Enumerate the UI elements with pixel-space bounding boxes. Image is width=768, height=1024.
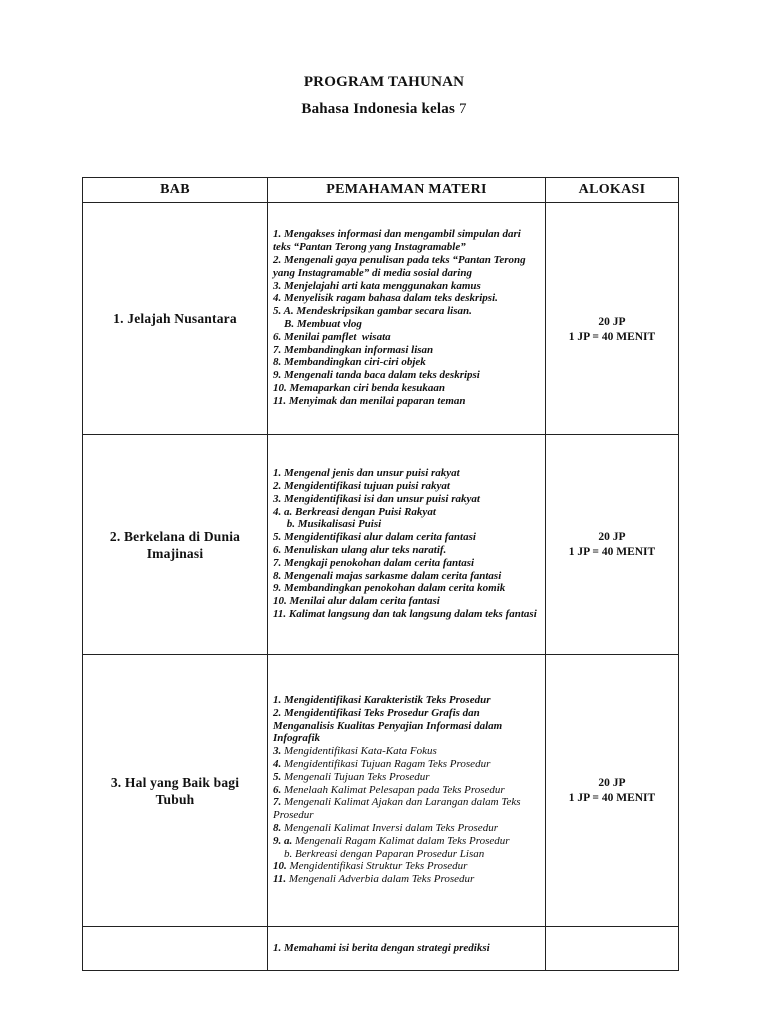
list-item: 9. Mengenali tanda baca dalam teks deskripsi bbox=[273, 369, 480, 382]
program-table bbox=[82, 177, 679, 971]
item-text: Mengenali Tujuan Teks Prosedur bbox=[281, 770, 430, 783]
list-item bbox=[273, 796, 541, 822]
list-item: 6. Menuliskan ulang alur teks naratif. bbox=[273, 544, 447, 556]
document-title: PROGRAM TAHUNAN bbox=[303, 74, 465, 90]
list-item: 2. Mengidentifikasi Teks Prosedur Grafis dan Menganalisis Kualitas Penyajian Informasi dalam Infografik bbox=[273, 706, 505, 745]
item-number: 3. bbox=[273, 745, 282, 758]
list-item: 7. Mengkaji penokohan dalam cerita fantasi bbox=[273, 556, 475, 569]
materi-cell bbox=[268, 655, 546, 927]
materi-list bbox=[273, 745, 541, 886]
list-item: 5. Mengidentifikasi alur dalam cerita fantasi bbox=[273, 531, 476, 544]
item-text: b. Berkreasi dengan Paparan Prosedur Lisan bbox=[273, 847, 485, 860]
list-item: 4. a. Berkreasi dengan Puisi Rakyat bbox=[273, 505, 436, 518]
list-item: 8. Membandingkan ciri-ciri objek bbox=[273, 356, 426, 369]
materi-cell bbox=[268, 435, 546, 655]
alokasi-menit: 1 JP = 40 MENIT bbox=[568, 791, 656, 804]
list-item: 10. Memaparkan ciri benda kesukaan bbox=[273, 381, 446, 394]
header-bab: BAB bbox=[83, 178, 268, 203]
list-item bbox=[273, 758, 541, 771]
list-item: 1. Mengakses informasi dan mengambil simpulan dari teks “Pantan Terong yang Instagramable” bbox=[273, 228, 524, 254]
document-subtitle bbox=[0, 101, 768, 118]
alokasi-jp: 20 JP bbox=[598, 776, 626, 789]
item-text: Mengenali Kalimat Inversi dalam Teks Prosedur bbox=[281, 821, 498, 834]
list-item: 11. Kalimat langsung dan tak langsung dalam teks fantasi bbox=[273, 607, 537, 620]
alokasi-jp: 20 JP bbox=[598, 530, 626, 543]
item-number: 4. bbox=[273, 758, 282, 770]
alokasi-cell bbox=[546, 927, 679, 971]
item-number: 9. a. bbox=[273, 834, 293, 847]
list-item: 4. Menyelisik ragam bahasa dalam teks deskripsi. bbox=[273, 292, 498, 305]
materi-list bbox=[273, 228, 541, 407]
item-number: 5. bbox=[273, 770, 282, 783]
list-item bbox=[273, 860, 541, 873]
list-item bbox=[273, 771, 541, 784]
alokasi-jp: 20 JP bbox=[598, 316, 626, 328]
list-item bbox=[273, 822, 541, 835]
alokasi-cell bbox=[546, 435, 679, 655]
list-item: 3. Mengidentifikasi isi dan unsur puisi rakyat bbox=[273, 492, 480, 505]
materi-list bbox=[273, 942, 541, 955]
table-header-row bbox=[83, 178, 679, 203]
bab-cell bbox=[83, 927, 268, 971]
list-item: 1. Mengidentifikasi Karakteristik Teks Prosedur bbox=[273, 694, 491, 707]
item-number: 7. bbox=[273, 796, 282, 809]
header-alokasi: ALOKASI bbox=[546, 178, 679, 203]
item-text: Mengidentifikasi Kata-Kata Fokus bbox=[281, 745, 437, 758]
item-text: Menelaah Kalimat Pelesapan pada Teks Prosedur bbox=[281, 783, 505, 796]
item-text: Mengenali Ragam Kalimat dalam Teks Prosedur bbox=[292, 834, 510, 847]
item-number: 10. bbox=[273, 860, 287, 873]
table-row bbox=[83, 655, 679, 927]
item-text: Mengidentifikasi Struktur Teks Prosedur bbox=[286, 860, 468, 873]
list-item: 2. Mengenali gaya penulisan pada teks “Pantan Terong yang Instagramable” di media sosial daring bbox=[273, 254, 529, 279]
alokasi-cell bbox=[546, 655, 679, 927]
header-pemahaman-materi: PEMAHAMAN MATERI bbox=[268, 178, 546, 203]
list-item: 1. Mengenal jenis dan unsur puisi rakyat bbox=[273, 467, 460, 480]
list-item: 2. Mengidentifikasi tujuan puisi rakyat bbox=[273, 480, 450, 493]
list-item: 8. Mengenali majas sarkasme dalam cerita fantasi bbox=[273, 569, 502, 582]
table-row bbox=[83, 203, 679, 435]
list-item bbox=[273, 835, 541, 848]
list-item: 6. Menilai pamflet wisata bbox=[273, 330, 391, 343]
alokasi-menit: 1 JP = 40 MENIT bbox=[568, 331, 656, 343]
item-number: 6. bbox=[273, 783, 282, 796]
list-item: 7. Membandingkan informasi lisan bbox=[273, 343, 434, 356]
list-item: b. Musikalisasi Puisi bbox=[273, 518, 382, 531]
list-item bbox=[273, 784, 541, 797]
subtitle-text: Bahasa Indonesia kelas bbox=[301, 101, 459, 117]
bab-cell: 2. Berkelana di Dunia Imajinasi bbox=[83, 435, 268, 655]
item-number: 11. bbox=[273, 873, 287, 886]
table-row bbox=[83, 435, 679, 655]
item-number: 8. bbox=[273, 821, 282, 834]
list-item bbox=[273, 848, 541, 861]
list-item: 5. A. Mendeskripsikan gambar secara lisan. bbox=[273, 305, 472, 318]
table-row bbox=[83, 927, 679, 971]
subtitle-grade: 7 bbox=[458, 101, 467, 117]
alokasi-menit: 1 JP = 40 MENIT bbox=[568, 545, 656, 558]
list-item: 1. Memahami isi berita dengan strategi prediksi bbox=[273, 941, 490, 954]
item-text: Mengenali Kalimat Ajakan dan Larangan dalam Teks Prosedur bbox=[273, 796, 524, 822]
bab-cell: 1. Jelajah Nusantara bbox=[83, 203, 268, 435]
materi-list bbox=[273, 467, 541, 621]
item-text: Mengenali Adverbia dalam Teks Prosedur bbox=[286, 873, 475, 886]
list-item bbox=[273, 873, 541, 886]
list-item bbox=[273, 745, 541, 758]
materi-list bbox=[273, 694, 541, 745]
item-text: Mengidentifikasi Tujuan Ragam Teks Prosedur bbox=[281, 758, 491, 770]
materi-cell bbox=[268, 927, 546, 971]
materi-cell bbox=[268, 203, 546, 435]
bab-cell: 3. Hal yang Baik bagi Tubuh bbox=[83, 655, 268, 927]
list-item: B. Membuat vlog bbox=[273, 318, 362, 330]
list-item: 10. Menilai alur dalam cerita fantasi bbox=[273, 595, 440, 608]
list-item: 11. Menyimak dan menilai paparan teman bbox=[273, 394, 466, 407]
alokasi-cell bbox=[546, 203, 679, 435]
list-item: 9. Membandingkan penokohan dalam cerita komik bbox=[273, 582, 506, 595]
list-item: 3. Menjelajahi arti kata menggunakan kamus bbox=[273, 279, 481, 292]
